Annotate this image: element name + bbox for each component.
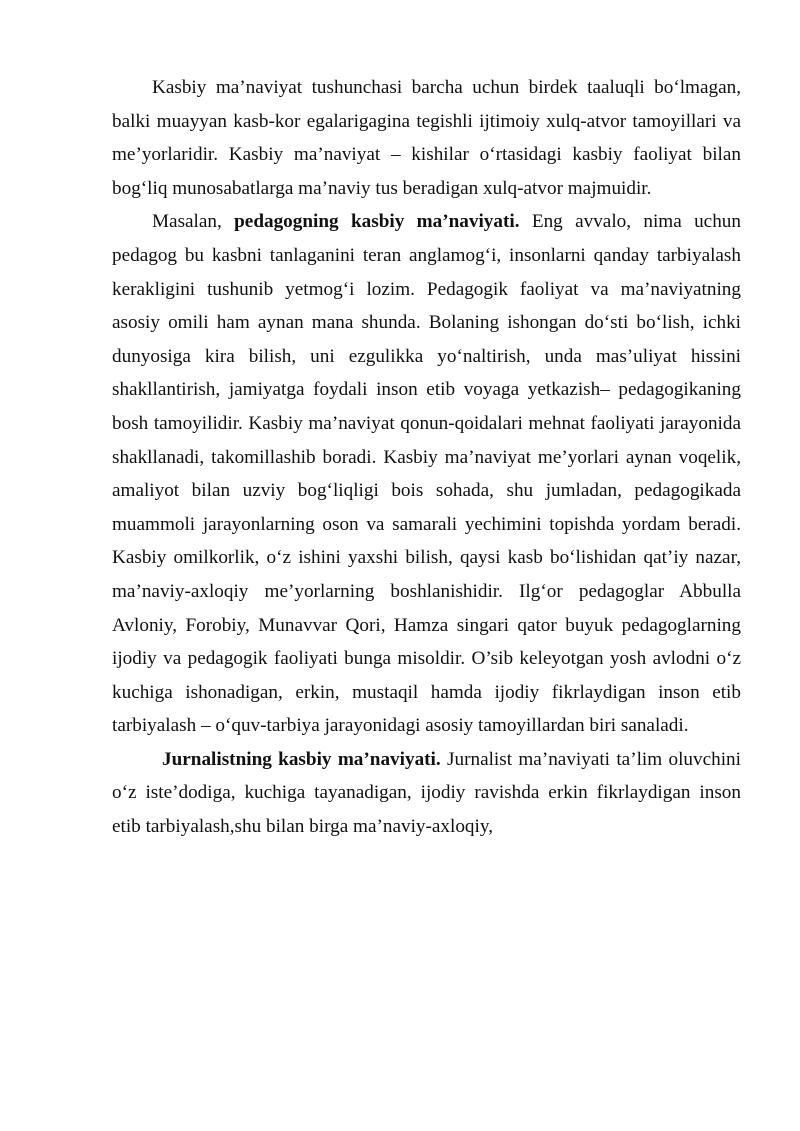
paragraph-3-text: Jurnalist ma’naviyati ta’lim oluvchini o‘z iste’dodiga, kuchiga tayanadigan, ijodiy ravishda erkin fikrlaydigan inson etib tarbiyalash,shu bilan birga ma’naviy-axloqiy, (112, 748, 741, 838)
paragraph-3-heading: Jurnalistning kasbiy ma’naviyati. (162, 748, 441, 770)
document-page (112, 71, 741, 844)
paragraph-2-text: Eng avvalo, nima uchun pedagog bu kasbni tanlaganini teran anglamog‘i, insonlarni qanday tarbiyalash kerakligini tushunib yetmog‘i lozim. Pedagogik faoliyat va ma’naviyatning asosiy omili ham aynan mana shunda. Bolaning ishongan do‘sti bo‘lish, ichki dunyosiga kira bilish, uni ezgulikka yo‘naltirish, unda mas’uliyat hissini shakllantirish, jamiyatga foydali inson etib voyaga yetkazish– pedagogikaning bosh tamoyilidir. Kasbiy ma’naviyat qonun-qoidalari mehnat faoliyati jarayonida shakllanadi, takomillashib boradi. Kasbiy ma’naviyat me’yorlari aynan voqelik, amaliyot bilan uzviy bog‘liqligi bois sohada, shu jumladan, pedagogikada muammoli jarayonlarning oson va samarali yechimini topishda yordam beradi. Kasbiy omilkorlik, o‘z ishini yaxshi bilish, qaysi kasb bo‘lishidan qat’iy nazar, ma’naviy-axloqiy me’yorlarning boshlanishidir. Ilg‘or pedagoglar Abbulla Avloniy, Forobiy, Munavvar Qori, Hamza singari qator buyuk pedagoglarning ijodiy va pedagogik faoliyati bunga misoldir. O’sib keleyotgan yosh avlodni o‘z kuchiga ishonadigan, erkin, mustaqil hamda ijodiy fikrlaydigan inson etib tarbiyalash – o‘quv-tarbiya jarayonidagi asosiy tamoyillardan biri sanaladi. (112, 211, 741, 737)
paragraph-2-heading: pedagogning kasbiy ma’naviyati. (234, 211, 520, 233)
paragraph-3 (112, 743, 741, 844)
paragraph-2 (112, 205, 741, 743)
paragraph-2-lead: Masalan, (152, 211, 235, 233)
paragraph-1-text: Kasbiy ma’naviyat tushunchasi barcha uchun birdek taaluqli bo‘lmagan, balki muayyan kasb-kor egalarigagina tegishli ijtimoiy xulq-atvor tamoyillari va me’yorlaridir. Kasbiy ma’naviyat – kishilar o‘rtasidagi kasbiy faoliyat bilan bog‘liq munosabatlarga ma’naviy tus beradigan xulq-atvor majmuidir. (112, 77, 741, 199)
paragraph-1 (112, 71, 741, 205)
